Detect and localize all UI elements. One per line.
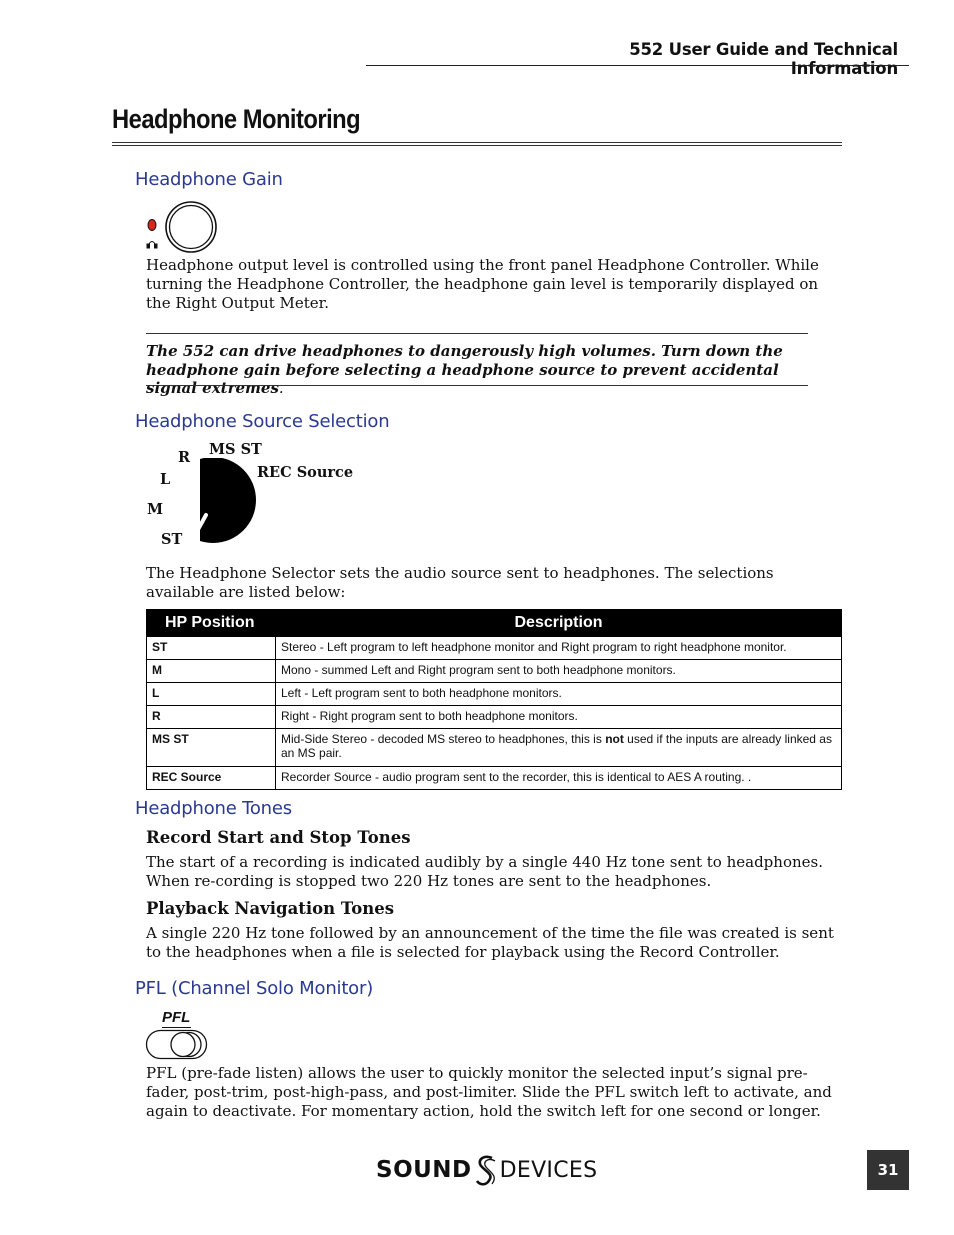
table-row (147, 729, 842, 767)
cell-description: Recorder Source - audio program sent to the recorder, this is identical to AES A routing. . (276, 767, 842, 790)
section-heading-pfl: PFL (Channel Solo Monitor) (135, 978, 374, 999)
knob-label-l: L (160, 471, 171, 488)
desc-text: Mid-Side Stereo - decoded MS stereo to headphones, this is (281, 732, 606, 746)
pfl-switch-icon (145, 1029, 209, 1061)
table-row (147, 660, 842, 683)
page-number: 31 (867, 1150, 909, 1190)
pfl-label-underline (162, 1027, 191, 1028)
record-tones-description: The start of a recording is indicated audibly by a single 440 Hz tone sent to headphones. When re-cording is stopped two 220 Hz tones are sent to the headphones. (146, 853, 823, 890)
section-heading-gain: Headphone Gain (135, 169, 283, 190)
warning-tail: . (278, 379, 284, 397)
title-rule (112, 142, 842, 143)
page-title: Headphone Monitoring (112, 104, 361, 134)
subheading-record-tones: Record Start and Stop Tones (146, 828, 411, 847)
running-header: 552 User Guide and Technical Information (629, 40, 898, 78)
section-heading-source: Headphone Source Selection (135, 411, 390, 432)
knob-label-r: R (178, 449, 191, 466)
cell-position: REC Source (147, 767, 276, 790)
cell-position: MS ST (147, 729, 276, 767)
table-row (147, 637, 842, 660)
logo-text-devices: DEVICES (499, 1157, 598, 1183)
cell-description: Left - Left program sent to both headphone monitors. (276, 683, 842, 706)
table-row (147, 706, 842, 729)
knob-label-rec-source: REC Source (257, 464, 354, 481)
gain-description: Headphone output level is controlled using the front panel Headphone Controller. While turning the Headphone Controller, the headphone gain level is temporarily displayed on the Right Output Meter. (146, 256, 819, 312)
cell-position: M (147, 660, 276, 683)
knob-label-st: ST (161, 531, 183, 548)
cell-description: Right - Right program sent to both headphone monitors. (276, 706, 842, 729)
cell-description: Stereo - Left program to left headphone monitor and Right program to right headphone monitor. (276, 637, 842, 660)
knob-label-m: M (147, 501, 164, 518)
source-selector-knob-icon (200, 458, 260, 546)
logo-s-mark-icon (473, 1153, 499, 1187)
cell-description (276, 729, 842, 767)
subheading-playback-tones: Playback Navigation Tones (146, 899, 395, 918)
title-rule-double (112, 145, 842, 146)
header-rule (366, 65, 909, 66)
column-header-position: HP Position (147, 610, 276, 637)
hp-position-table (146, 609, 842, 790)
column-header-description: Description (276, 610, 842, 637)
cell-description: Mono - summed Left and Right program sent to both headphone monitors. (276, 660, 842, 683)
desc-emphasis: not (605, 732, 624, 746)
warning-bottom-rule (146, 385, 808, 386)
table-header-row (147, 610, 842, 637)
pfl-switch-label: PFL (162, 1009, 191, 1026)
warning-note (146, 342, 806, 398)
cell-position: ST (147, 637, 276, 660)
table-row (147, 767, 842, 790)
cell-position: L (147, 683, 276, 706)
logo-text-sound: SOUND (376, 1157, 472, 1183)
desc-text: used if the inputs are already linked as an MS pair. (281, 732, 832, 760)
table-row (147, 683, 842, 706)
headphones-icon (147, 242, 157, 249)
warning-text: The 552 can drive headphones to dangerously high volumes. Turn down the headphone gain before selecting a headphone source to prevent accidental signal extremes (146, 342, 783, 397)
headphone-gain-knob-icon (140, 200, 222, 254)
section-heading-tones: Headphone Tones (135, 798, 292, 819)
source-description: The Headphone Selector sets the audio source sent to headphones. The selections available are listed below: (146, 564, 774, 601)
pfl-description: PFL (pre-fade listen) allows the user to quickly monitor the selected input’s signal pre-fader, post-trim, post-high-pass, and post-limiter. Slide the PFL switch left to activate, and again to deactivate. For momentary action, hold the switch left for one second or longer. (146, 1064, 832, 1120)
knob-label-ms-st: MS ST (209, 441, 262, 458)
playback-tones-description: A single 220 Hz tone followed by an announcement of the time the file was created is sent to the headphones when a file is selected for playback using the Record Controller. (146, 924, 834, 961)
sound-devices-logo (376, 1153, 597, 1187)
warning-top-rule (146, 333, 808, 334)
cell-position: R (147, 706, 276, 729)
